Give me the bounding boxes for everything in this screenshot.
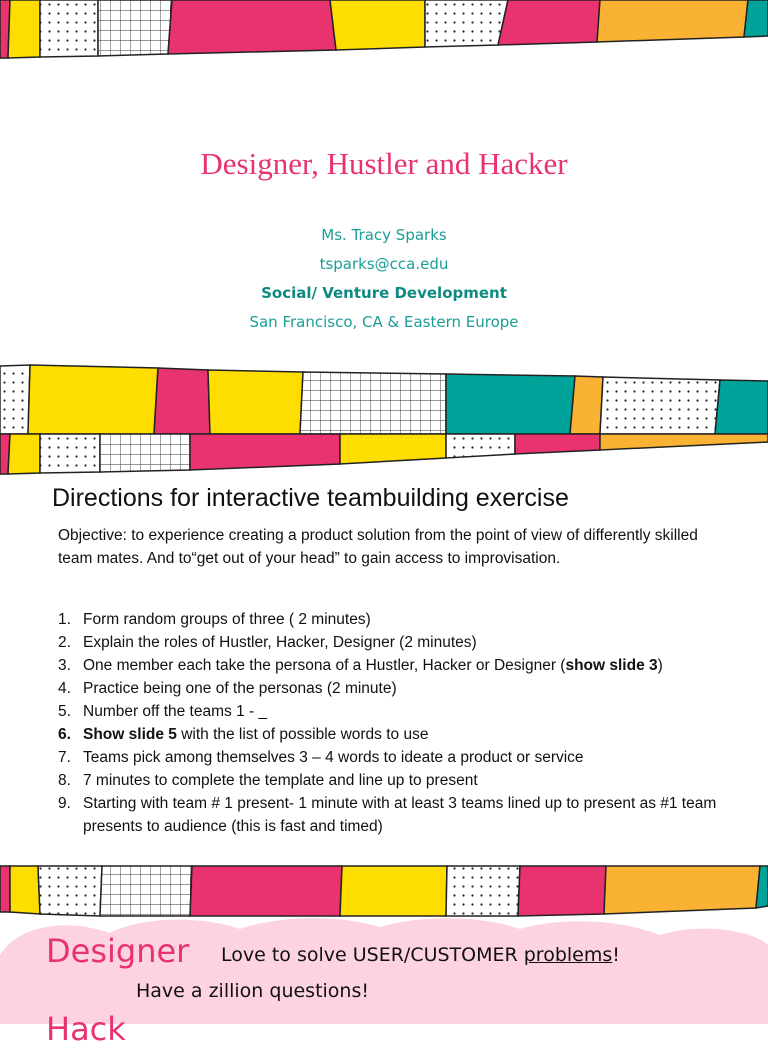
presenter-name: Ms. Tracy Sparks (321, 226, 447, 244)
designer-desc-after: ! (612, 944, 620, 966)
step-number: 8. (58, 772, 71, 789)
decor-band-slide2-bottom (0, 864, 768, 916)
program-name: Social/ Venture Development (261, 284, 507, 302)
step-number: 2. (58, 634, 71, 651)
step-item (58, 631, 738, 654)
step-text: One member each take the persona of a Hustler, Hacker or Designer ( (83, 657, 566, 674)
step-text: 7 minutes to complete the template and line up to present (83, 772, 478, 789)
designer-heading: Designer (46, 932, 190, 970)
step-number: 7. (58, 749, 71, 766)
steps-list (58, 608, 738, 838)
step-item (58, 608, 738, 631)
designer-description (221, 944, 620, 966)
step-number: 1. (58, 611, 71, 628)
decor-band-top (0, 0, 768, 62)
decor-band-slide1-bottom (0, 360, 768, 434)
step-item (58, 746, 738, 769)
step-text: Practice being one of the personas (2 minute) (83, 680, 397, 697)
step-number: 3. (58, 657, 71, 674)
step-emphasis: show slide 3 (565, 657, 658, 674)
step-item (58, 700, 738, 723)
step-number: 9. (58, 795, 71, 812)
step-item (58, 677, 738, 700)
step-text: with the list of possible words to use (176, 726, 429, 743)
step-number: 6. (58, 726, 71, 743)
presenter-location: San Francisco, CA & Eastern Europe (249, 313, 519, 331)
hacker-heading-partial: Hack (46, 1010, 126, 1048)
designer-desc-underlined: problems (523, 944, 613, 966)
step-item (58, 769, 738, 792)
decor-band-slide2-top (0, 434, 768, 478)
step-text: Number off the teams 1 - _ (83, 703, 268, 720)
step-text: Explain the roles of Hustler, Hacker, Designer (2 minutes) (83, 634, 477, 651)
designer-desc-before: Love to solve USER/CUSTOMER (221, 944, 524, 966)
step-text-after: ) (657, 657, 663, 674)
step-text: Starting with team # 1 present- 1 minute with at least 3 teams lined up to present as #1 team presents to audience (this is fast and timed) (83, 795, 717, 835)
step-text: Teams pick among themselves 3 – 4 words to ideate a product or service (83, 749, 584, 766)
step-emphasis: Show slide 5 (83, 726, 177, 743)
step-item (58, 723, 738, 746)
slide1-title: Designer, Hustler and Hacker (200, 146, 568, 181)
presenter-email[interactable]: tsparks@cca.edu (319, 255, 449, 273)
step-number: 5. (58, 703, 71, 720)
step-item (58, 654, 738, 677)
slide2-title: Directions for interactive teambuilding exercise (52, 484, 569, 512)
step-item (58, 792, 738, 838)
objective-text: Objective: to experience creating a product solution from the point of view of differently skilled team mates. And to“get out of your head” to gain access to improvisation. (58, 527, 698, 567)
step-number: 4. (58, 680, 71, 697)
designer-subline: Have a zillion questions! (136, 980, 369, 1002)
step-text: Form random groups of three ( 2 minutes) (83, 611, 371, 628)
